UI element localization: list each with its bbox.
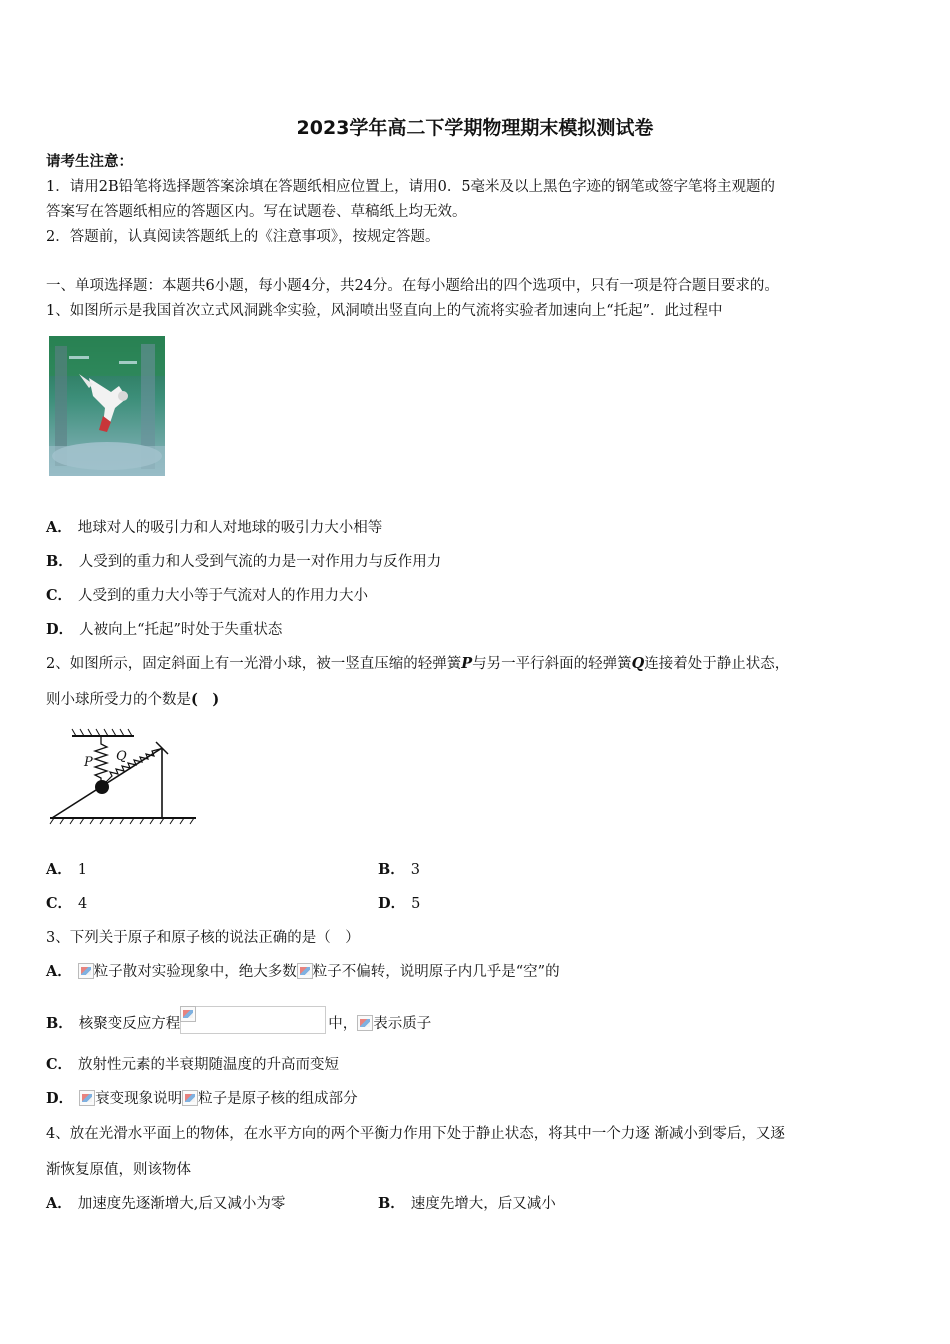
section-heading: 一、单项选择题：本题共6小题，每小题4分，共24分。在每小题给出的四个选项中，只有一项是符合题目要求的。 xyxy=(46,278,779,294)
spring-incline-diagram xyxy=(44,726,204,826)
q2-option-b: B． 3 xyxy=(378,861,420,878)
particle-symbol-image xyxy=(357,1015,373,1031)
broken-image-icon xyxy=(180,1006,196,1022)
q3-option-d: D． 衰变现象说明 粒子是原子核的组成部分 xyxy=(46,1090,358,1107)
q3-stem: 3、下列关于原子和原子核的说法正确的是（ ） xyxy=(46,930,360,946)
q4-option-b: B． 速度先增大，后又减小 xyxy=(378,1195,556,1212)
q2-option-d: D． 5 xyxy=(378,895,421,912)
spring-p-label: P xyxy=(84,755,93,770)
wind-tunnel-photo xyxy=(49,336,165,476)
q2-option-a: A． 1 xyxy=(46,861,87,878)
alpha-symbol-image xyxy=(297,963,313,979)
q3-option-a: A． 粒子散对实验现象中，绝大多数 粒子不偏转，说明原子内几乎是“空”的 xyxy=(46,963,560,980)
q4-option-a: A． 加速度先逐渐增大,后又减小为零 xyxy=(46,1195,286,1212)
q2-stem-line2: 则小球所受力的个数是( ) xyxy=(46,691,220,708)
spring-q-label: Q xyxy=(116,749,127,764)
q2-stem: 2、如图所示，固定斜面上有一光滑小球，被一竖直压缩的轻弹簧P与另一平行斜面的轻弹簧Q连接着处于静止状态， xyxy=(46,655,790,672)
q1-stem: 1、如图所示是我国首次立式风洞跳伞实验，风洞喷出竖直向上的气流将实验者加速向上“托起”．此过程中 xyxy=(46,303,723,319)
q1-option-a: A． 地球对人的吸引力和人对地球的吸引力大小相等 xyxy=(46,519,383,536)
beta-symbol-image xyxy=(182,1090,198,1106)
notice-item: 1．请用2B铅笔将选择题答案涂填在答题纸相应位置上，请用0．5毫米及以上黑色字迹的钢笔或签字笔将主观题的 xyxy=(46,179,776,195)
page-title: 2023学年高二下学期物理期末模拟测试卷 xyxy=(296,117,654,139)
alpha-symbol-image xyxy=(78,963,94,979)
q4-stem-line2: 渐恢复原值，则该物体 xyxy=(46,1162,191,1178)
notice-item: 2．答题前，认真阅读答题纸上的《注意事项》，按规定答题。 xyxy=(46,229,440,245)
q1-option-b: B． 人受到的重力和人受到气流的力是一对作用力与反作用力 xyxy=(46,553,442,570)
fusion-equation-image xyxy=(180,1006,326,1034)
notice-item: 答案写在答题纸相应的答题区内。写在试题卷、草稿纸上均无效。 xyxy=(46,204,467,220)
q3-option-b: B． 核聚变反应方程 中， 表示质子 xyxy=(46,1006,431,1034)
q4-stem: 4、放在光滑水平面上的物体，在水平方向的两个平衡力作用下处于静止状态，将其中一个力逐 渐减小到零后，又逐 xyxy=(46,1126,785,1142)
q1-option-c: C． 人受到的重力大小等于气流对人的作用力大小 xyxy=(46,587,369,604)
q2-option-c: C． 4 xyxy=(46,895,88,912)
beta-symbol-image xyxy=(79,1090,95,1106)
q1-option-d: D． 人被向上“托起”时处于失重状态 xyxy=(46,621,283,638)
notice-heading: 请考生注意： xyxy=(46,153,133,170)
q3-option-c: C． 放射性元素的半衰期随温度的升高而变短 xyxy=(46,1056,340,1073)
